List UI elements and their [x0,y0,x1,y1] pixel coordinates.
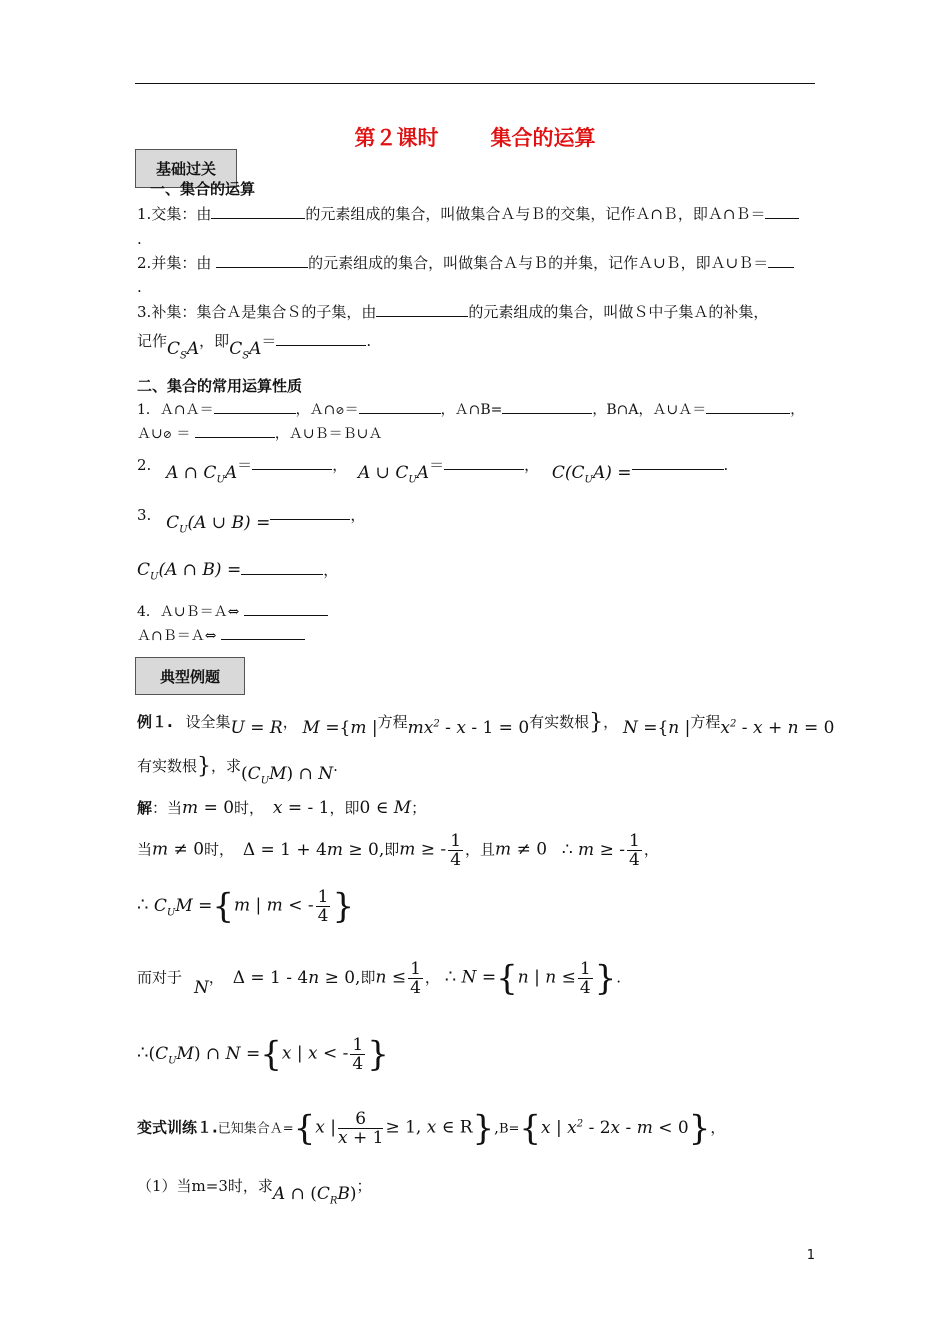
header-rule [135,83,815,84]
section1-heading: 一、集合的运算 [150,180,256,198]
item2: 2.并集：由 的元素组成的集合，叫做集合Ａ与Ｂ的并集，记作Ａ∪Ｂ，即Ａ∪Ｂ＝ [137,253,794,273]
solution-line2: 当m ≠ 0时， Δ = 1 + 4m ≥ 0,即m ≥ - $\frac{1}{4}$ ，且m ≠ 0 ∴ m ≥ - $\frac{1}{4}$ ， [137,831,659,870]
props-3: 3. $C_U(A$ ∪ B) = ， [137,506,366,536]
tag-examples: 典型例题 [135,657,245,695]
example1-line1: 例１. 设全集U = R， M ={m |方程$mx^2 - x - 1 = 0$有实数根}， N ={n |方程$x^2 - x + n = 0$ [137,710,835,738]
item1: 1.交集：由 的元素组成的集合，叫做集合Ａ与Ｂ的交集，记作Ａ∩Ｂ，即Ａ∩Ｂ＝ [137,204,799,224]
solution-line1: 解：当m = 0时， x = - 1，即0 ∈ M； [137,798,427,818]
variant1-part1: （1）当m=3时，求A ∩ $(C_RB)$； [137,1177,372,1207]
item3: 3.补集：集合Ａ是集合Ｓ的子集，由 的元素组成的集合，叫做Ｓ中子集Ａ的补集， [137,303,769,321]
props-line2: Ａ∪⊘ ＝ ，Ａ∪Ｂ＝Ｂ∪Ａ [137,423,382,445]
item2-tail: . [137,278,142,296]
page-title: 第２课时 集合的运算 [354,126,596,150]
props-4b: Ａ∩Ｂ＝Ａ⇔ [137,625,305,646]
solution-line3: ∴ $C_UM =\{m$ | m < - $\frac{1}{4}$ } [137,886,355,927]
page-number: 1 [806,1248,815,1263]
solution-line4: 而对于 N， Δ = 1 - 4n ≥ 0,即n ≤ $\frac{1}{4}$ ， ∴ N ={n | n ≤ $\frac{1}{4}$ }. [137,958,622,999]
props-line1: 1．Ａ∩Ａ＝ ，Ａ∩⊘＝ ，Ａ∩B= ，B∩A，Ａ∪Ａ＝ ， [137,399,804,421]
solution-line5: $\therefore(C_UM)$ ∩ N ={x | x < - $\frac{1}{4}$ } [137,1034,389,1075]
section2-heading: 二、集合的常用运算性质 [137,377,303,395]
variant1-line1: 变式训练１.已知集合Ａ={x | $\frac{6}{x + 1}$ ≥ 1, x ∈ R},B={x | $x^2 - 2x - m < 0$}， [137,1108,726,1149]
props-4a: 4．Ａ∪Ｂ＝Ａ⇔ [137,601,328,622]
example1-line2: 有实数根}，求$(C_UM)$ ∩ N. [137,754,338,787]
props-3b: $C_U(A$ ∩ B) = ， [137,560,339,583]
tag-basics: 基础过关 [135,149,237,188]
props-2: 2. A ∩ $C_UA=$ ， A ∪ $C_UA=$ ， $C(C_UA)$ = . [137,456,729,486]
item1-tail: . [137,230,142,248]
item3-cont: 记作$C_SA$，即$C_SA=$ . [137,332,372,362]
